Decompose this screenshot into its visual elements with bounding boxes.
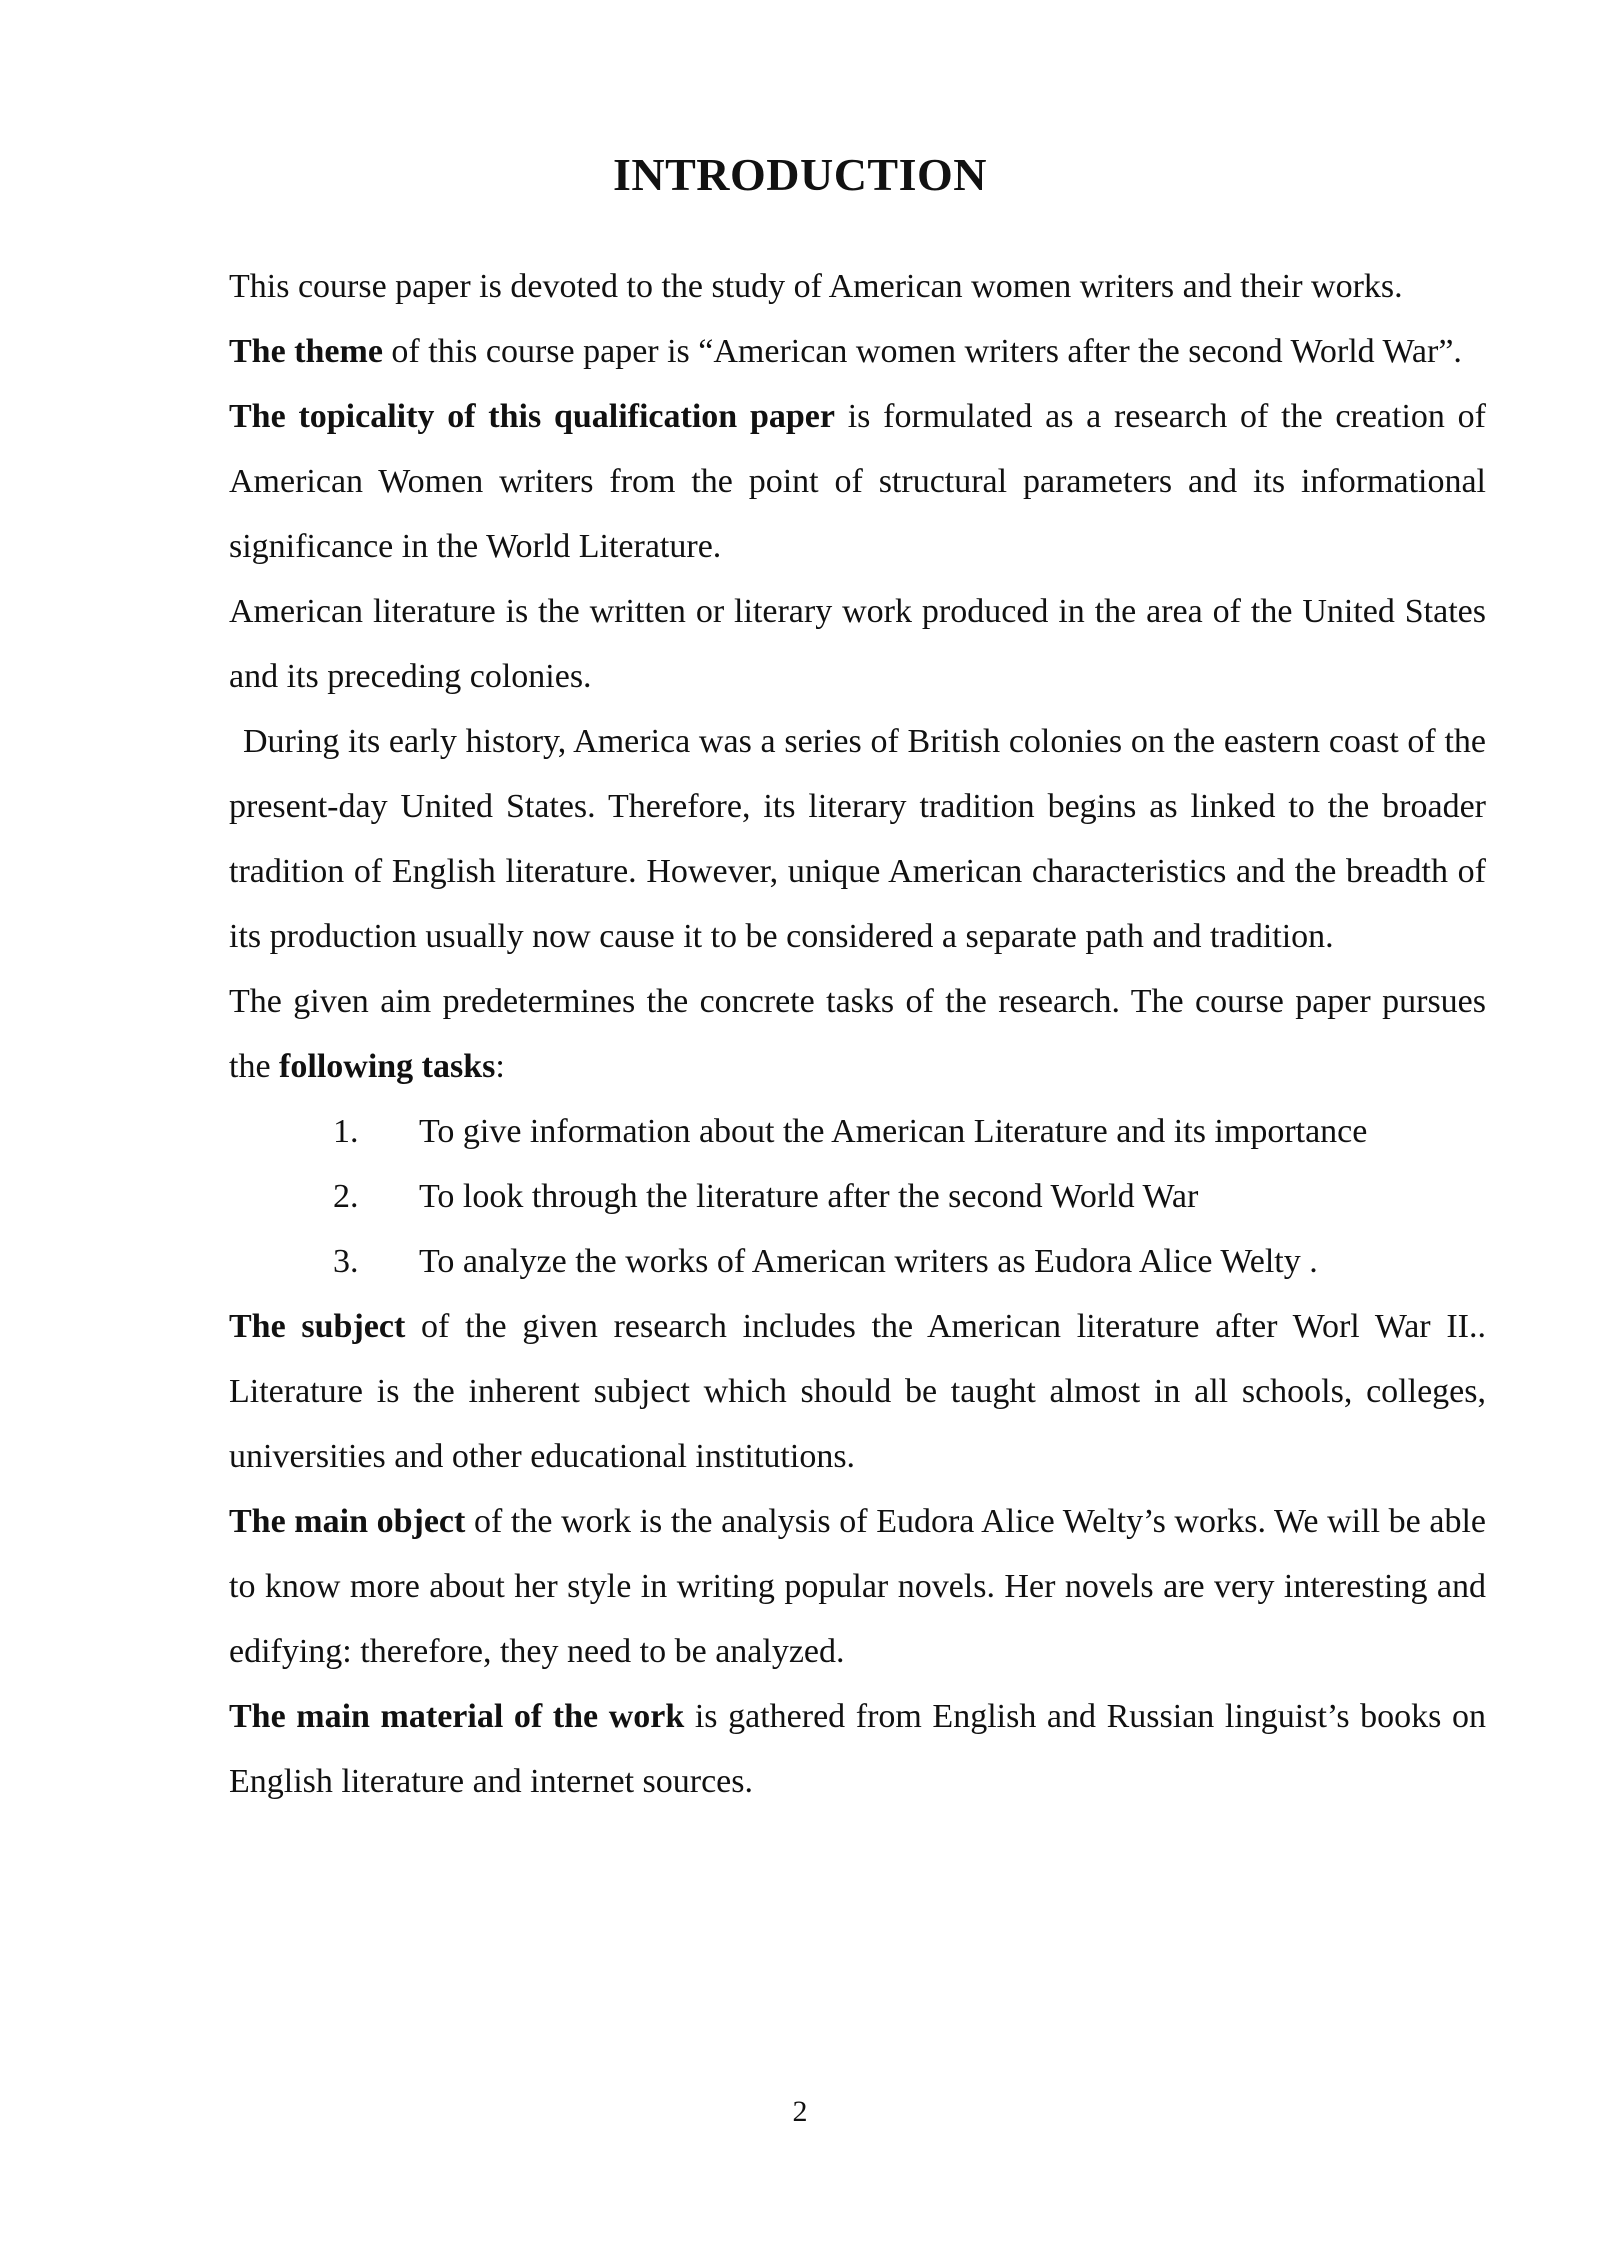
list-item bbox=[229, 1164, 1486, 1229]
paragraph-early-history: During its early history, America was a series of British colonies on the eastern coast of the present-day United States. Therefore, its literary tradition begins as linked to the broader tradition of English literature. However, unique American characteristics and the breadth of its production usually now cause it to be considered a separate path and tradition. bbox=[229, 723, 1486, 955]
paragraph-intro: This course paper is devoted to the study of American women writers and their works. bbox=[229, 268, 1403, 305]
list-item-number: 2. bbox=[333, 1178, 359, 1215]
tasks-intro-colon: : bbox=[495, 1048, 505, 1085]
topicality-text: is formulated as a research of the creation of American Women writers from the point of structural parameters and its informational significance in the World Literature. bbox=[229, 398, 1487, 565]
list-item bbox=[229, 1099, 1486, 1164]
paragraph-main-material bbox=[229, 1684, 1486, 1814]
list-item-text: To look through the literature after the second World War bbox=[419, 1178, 1199, 1215]
topicality-label: The topicality of this qualification paper bbox=[229, 398, 835, 435]
theme-label: The theme bbox=[229, 333, 383, 370]
paragraph-main-object bbox=[229, 1489, 1486, 1684]
main-object-label: The main object bbox=[229, 1503, 466, 1540]
main-material-text: is gathered from English and Russian linguist’s books on English literature and internet sources. bbox=[229, 1698, 1486, 1800]
list-item-number: 1. bbox=[333, 1113, 359, 1150]
list-item-number: 3. bbox=[333, 1243, 359, 1280]
paragraph-theme bbox=[229, 319, 1486, 384]
list-item-text: To give information about the American Literature and its importance bbox=[419, 1113, 1368, 1150]
paragraph-tasks-intro bbox=[229, 969, 1486, 1099]
list-item bbox=[229, 1229, 1486, 1294]
paragraph-american-literature: American literature is the written or literary work produced in the area of the United States and its preceding colonies. bbox=[229, 593, 1486, 695]
tasks-intro-text: The given aim predetermines the concrete tasks of the research. The course paper pursues the bbox=[229, 983, 1486, 1085]
tasks-label: following tasks bbox=[279, 1048, 496, 1085]
main-object-text: of the work is the analysis of Eudora Alice Welty’s works. We will be able to know more about her style in writing popular novels. Her novels are very interesting and edifying: therefore, they need to be analyzed. bbox=[229, 1503, 1486, 1670]
paragraph-topicality bbox=[229, 384, 1486, 579]
theme-text: of this course paper is “American women writers after the second World War”. bbox=[382, 333, 1462, 370]
page-number: 2 bbox=[792, 2095, 808, 2128]
list-item-text: To analyze the works of American writers as Eudora Alice Welty . bbox=[419, 1243, 1318, 1280]
subject-label: The subject bbox=[229, 1308, 406, 1345]
body-text bbox=[229, 254, 1486, 1814]
subject-text: of the given research includes the American literature after Worl War II.. Literature is the inherent subject which should be taught almost in all schools, colleges, universities and other educational institutions. bbox=[229, 1308, 1487, 1475]
paragraph-subject bbox=[229, 1294, 1486, 1489]
main-material-label: The main material of the work bbox=[229, 1698, 685, 1735]
page-title: INTRODUCTION bbox=[612, 149, 988, 200]
tasks-list bbox=[229, 1099, 1486, 1294]
